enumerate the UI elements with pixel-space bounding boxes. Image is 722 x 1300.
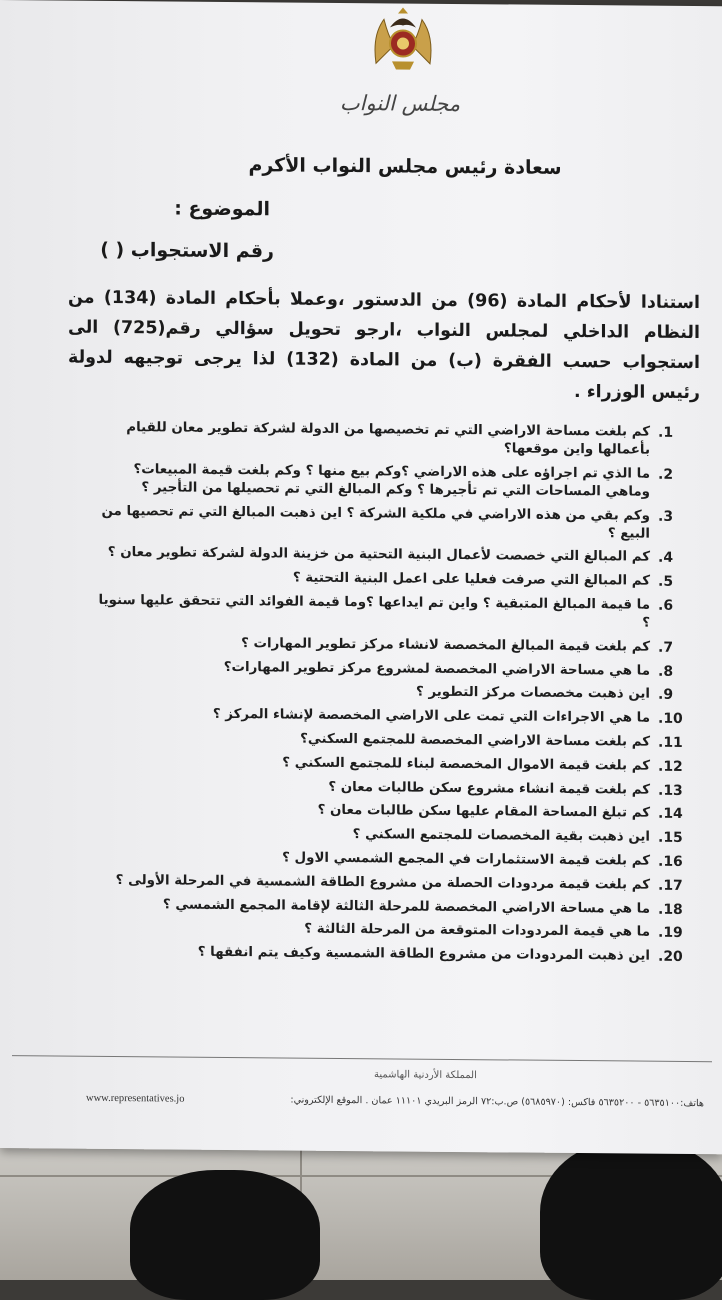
question-number: .13	[658, 782, 683, 799]
question-item	[84, 592, 684, 633]
question-item	[84, 848, 684, 871]
question-number: .20	[658, 948, 683, 966]
question-item	[84, 419, 684, 460]
footer-kingdom-logo: المملكة الأردنية الهاشمية	[374, 1069, 477, 1082]
question-item	[84, 729, 684, 752]
footer-divider	[12, 1055, 712, 1062]
question-number: .16	[658, 853, 683, 870]
question-item	[84, 919, 684, 942]
question-text: ما قيمة المبالغ المتبقية ؟ واين تم ايداعها ؟وما قيمة الفوائد التي تتحقق عليها سنويا ؟	[98, 592, 650, 631]
question-number: .11	[658, 734, 683, 751]
question-number: .17	[658, 877, 683, 894]
question-number: .4	[658, 550, 674, 567]
question-text: ما هي قيمة المردودات المتوقعة من المرحلة الثالثة ؟	[304, 921, 650, 941]
question-text: كم المبالغ التي خصصت لأعمال البنية التحتية من خزينة الدولة لشركة تطوير معان ؟	[107, 545, 650, 566]
question-number: .18	[658, 901, 683, 918]
question-item	[84, 634, 684, 657]
shoe	[540, 1140, 722, 1300]
question-item	[84, 544, 684, 567]
question-text: كم بلغت قيمة انشاء مشروع سكن طالبات معان ؟	[328, 779, 650, 798]
question-item	[84, 681, 684, 704]
interpellation-number: رقم الاستجواب ( )	[100, 238, 274, 263]
question-number: .3	[658, 508, 674, 525]
question-number: .14	[658, 806, 683, 823]
question-number: .10	[658, 710, 683, 728]
shoe	[130, 1170, 320, 1300]
question-item	[84, 824, 684, 847]
question-item	[84, 776, 684, 799]
question-text: كم تبلغ المساحة المقام عليها سكن طالبات معان ؟	[317, 803, 650, 822]
question-text: كم المبالغ التي صرفت فعليا على اعمل البنية التحتية ؟	[292, 570, 650, 589]
question-number: .12	[658, 758, 683, 775]
question-number: .5	[658, 573, 674, 591]
question-item	[84, 871, 684, 894]
question-text: ما الذي تم اجراؤه على هذه الاراضي ؟وكم بيع منها ؟ وكم بلغت قيمة المبيعات؟ وماهي المساحات التي تم تأجيرها ؟ وكم المبالغ التي تم تحصيلها من التأجير ؟	[133, 461, 650, 500]
question-number: .9	[658, 687, 674, 704]
question-number: .8	[658, 663, 674, 680]
question-text: ما هي مساحة الاراضي المخصصة للمرحلة الثالثة لإقامة المجمع الشمسي ؟	[162, 896, 650, 917]
question-text: اين ذهبت مخصصات مركز التطوير ؟	[416, 685, 650, 703]
question-number: .19	[658, 925, 683, 942]
question-text: اين ذهبت بقية المخصصات للمجتمع السكني ؟	[352, 827, 650, 845]
intro-paragraph: استنادا لأحكام المادة (96) من الدستور ،وعملا بأحكام المادة (134) من النظام الداخلي لمجلس النواب ،ارجو تحويل سؤالي رقم(725) الى استجواب حسب الفقرة (ب) من المادة (132) لذا يرجى توجيهه لدولة رئيس الوزراء .	[68, 287, 700, 404]
question-text: كم بلغت قيمة مردودات الحصلة من مشروع الطاقة الشمسية في المرحلة الأولى ؟	[115, 872, 650, 893]
question-item	[84, 895, 684, 918]
addressee-line: سعادة رئيس مجلس النواب الأكرم	[248, 154, 562, 179]
questions-list	[84, 419, 684, 972]
question-number: .7	[658, 639, 674, 656]
question-text: ما هي مساحة الاراضي المخصصة لمشروع مركز تطوير المهارات؟	[223, 659, 650, 679]
question-text: ما هي الاجراءات التي تمت على الاراضي المخصصة لإنشاء المركز ؟	[212, 707, 650, 726]
question-item	[84, 568, 684, 591]
question-text: كم بلغت قيمة الاموال المخصصة لبناء للمجتمع السكني ؟	[282, 755, 650, 774]
question-text: كم بلغت قيمة الاستثمارات في المجمع الشمسي الاول ؟	[282, 850, 650, 869]
question-item	[84, 752, 684, 775]
question-text: اين ذهبت المردودات من مشروع الطاقة الشمسية وكيف يتم انفقها ؟	[197, 944, 650, 964]
question-item	[84, 657, 684, 680]
question-number: .15	[658, 829, 683, 847]
question-text: كم بلغت مساحة الاراضي المخصصة للمجتمع السكني؟	[300, 731, 650, 750]
question-item	[84, 943, 684, 966]
question-number: .1	[658, 424, 674, 441]
question-item	[84, 461, 684, 502]
question-text: كم بلغت مساحة الاراضي التي تم تخصيصها من الدولة لشركة تطوير معان للقيام بأعمالها واين موقعها؟	[126, 420, 650, 458]
question-item	[84, 705, 684, 728]
question-number: .2	[658, 466, 674, 483]
council-name-logo: مجلس النواب	[339, 90, 461, 117]
footer-contact: هاتف:٥٦٣٥١٠٠ - ٥٦٣٥٢٠٠ فاكس: (٥٦٨٥٩٧٠) ص.ب:٧٢ الرمز البريدي ١١١٠١ عمان . الموقع الإلكتروني:	[290, 1094, 704, 1110]
question-text: كم بلغت قيمة المبالغ المخصصة لانشاء مركز تطوير المهارات ؟	[241, 635, 650, 655]
question-text: وكم بقي من هذه الاراضي في ملكية الشركة ؟ اين ذهبت المبالغ التي تم تحصيها من البيع ؟	[101, 503, 650, 542]
subject-label: الموضوع :	[174, 197, 270, 221]
question-item	[84, 800, 684, 823]
question-item	[84, 502, 684, 543]
coat-of-arms-emblem	[368, 5, 438, 76]
footer-website: www.representatives.jo	[86, 1092, 185, 1105]
question-number: .6	[658, 597, 674, 614]
